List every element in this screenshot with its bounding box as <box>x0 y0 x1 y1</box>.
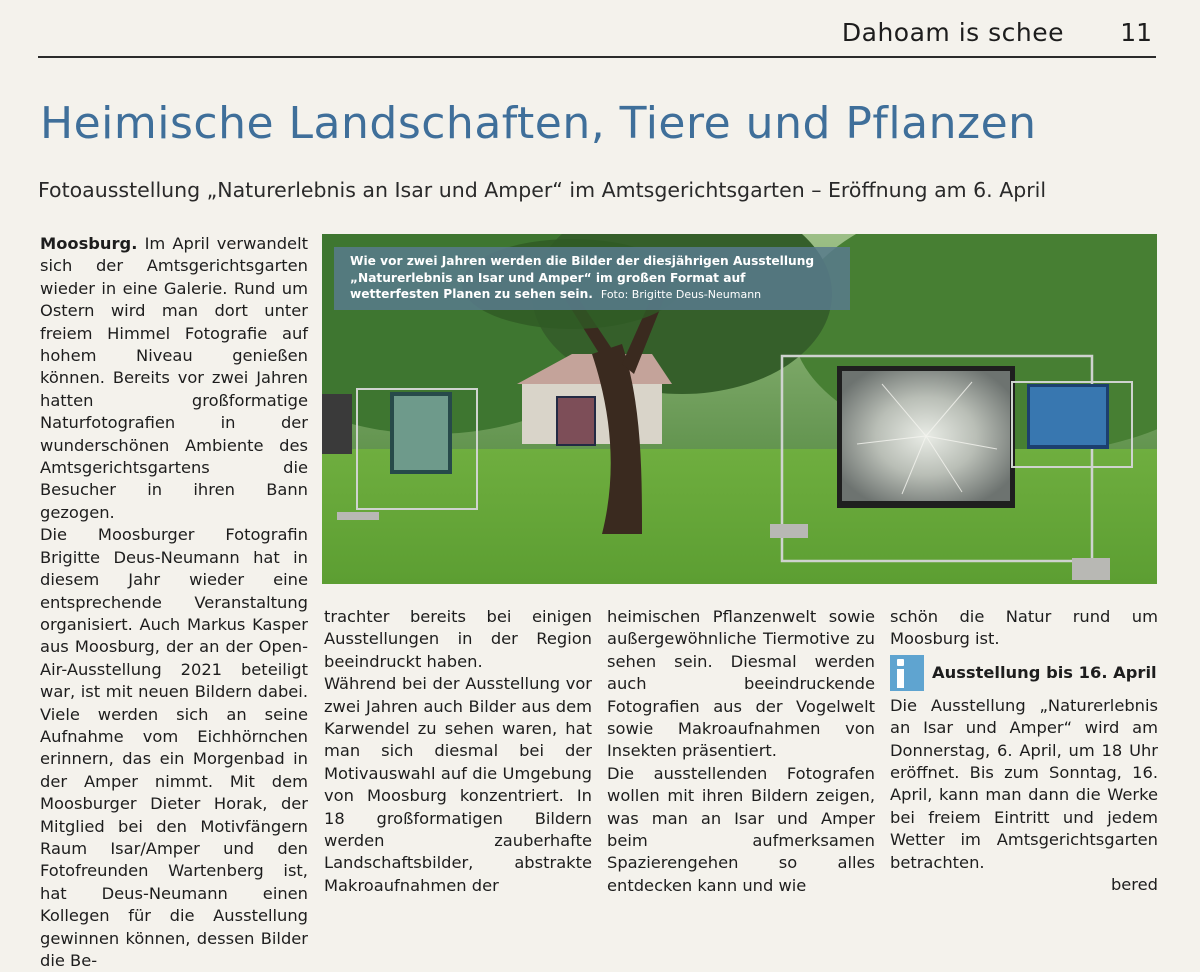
info-box-header <box>890 655 1158 691</box>
article-column-3 <box>607 606 875 897</box>
photo-caption <box>334 247 850 310</box>
page-number: 11 <box>1120 18 1152 47</box>
article-paragraph: trachter bereits bei einigen Ausstellungen in der Region beeindruckt haben. <box>324 607 592 671</box>
article-paragraph <box>40 233 308 524</box>
article-paragraph: schön die Natur rund um Moosburg ist. <box>890 607 1158 649</box>
article-column-1 <box>40 233 308 972</box>
article-column-2 <box>324 606 592 897</box>
caption-text: Wie vor zwei Jahren werden die Bilder der diesjährigen Ausstellung „Naturerlebnis an Isar und Amper“ im großen Format auf wetterfesten Planen zu sehen sein. <box>350 254 815 301</box>
author-signature: bered <box>1110 875 1158 895</box>
article-column-4 <box>890 606 1158 896</box>
article-paragraph: Die ausstellenden Fotografen wollen mit ihren Bildern zeigen, was man an Isar und Amper beim aufmerksamen Spazierengehen so alles entdecken kann und wie <box>607 763 875 895</box>
info-icon <box>890 655 924 691</box>
article-paragraph: heimischen Pflanzenwelt sowie außergewöhnliche Tiermotive zu sehen sein. Diesmal werden auch beeindruckende Fotografien aus der Vogelwelt sowie Makroaufnahmen von Insekten präsentiert. <box>607 607 875 761</box>
page-header <box>38 14 1156 58</box>
paragraph-text: Im April verwandelt sich der Amtsgerichtsgarten wieder in eine Galerie. Rund um Ostern wird man dort unter freiem Himmel Fotografie auf hohem Niveau genießen können. Bereits vor zwei Jahren hatten großformatige Naturfotografien in der wunderschönen Ambiente des Amtsgerichtsgartens die Besucher in ihren Bann gezogen. <box>40 234 308 522</box>
photo-credit: Foto: Brigitte Deus-Neumann <box>600 288 762 301</box>
headline: Heimische Landschaften, Tiere und Pflanzen <box>40 98 1037 149</box>
section-name: Dahoam is schee <box>841 18 1064 47</box>
subheadline: Fotoausstellung „Naturerlebnis an Isar und Amper“ im Amtsgerichtsgarten – Eröffnung am 6. April <box>38 178 1047 202</box>
article-paragraph: Während bei der Ausstellung vor zwei Jahren auch Bilder aus dem Karwendel zu sehen waren, hat man sich diesmal bei der Motivauswahl auf die Umgebung von Moosburg konzentriert. In 18 großformatigen Bildern werden zauberhafte Landschaftsbilder, abstrakte Makroaufnahmen der <box>324 674 592 895</box>
info-box-text: Die Ausstellung „Naturerlebnis an Isar und Amper“ wird am Donnerstag, 6. April, um 18 Uhr eröffnet. Bis zum Sonntag, 16. April, kann man dann die Werke bei freiem Eintritt und jedem Wetter im Amtsgerichtsgarten betrachten. <box>890 695 1158 872</box>
article-paragraph: Die Moosburger Fotografin Brigitte Deus-Neumann hat in diesem Jahr wieder eine entsprechende Veranstaltung organisiert. Auch Markus Kasper aus Moosburg, der an der Open-Air-Ausstellung 2021 beteiligt war, ist mit neuen Bildern dabei. Viele werden sich an seine Aufnahme vom Eichhörnchen erinnern, das ein Morgenbad in der Amper nimmt. Mit dem Moosburger Dieter Horak, der Mitglied bei den Motivfängern Raum Isar/Amper und den Fotofreunden Wartenberg ist, hat Deus-Neumann einen Kollegen für die Ausstellung gewinnen können, dessen Bilder die Be- <box>40 525 308 970</box>
dateline: Moosburg. <box>40 234 138 253</box>
info-box-heading: Ausstellung bis 16. April <box>932 662 1157 682</box>
